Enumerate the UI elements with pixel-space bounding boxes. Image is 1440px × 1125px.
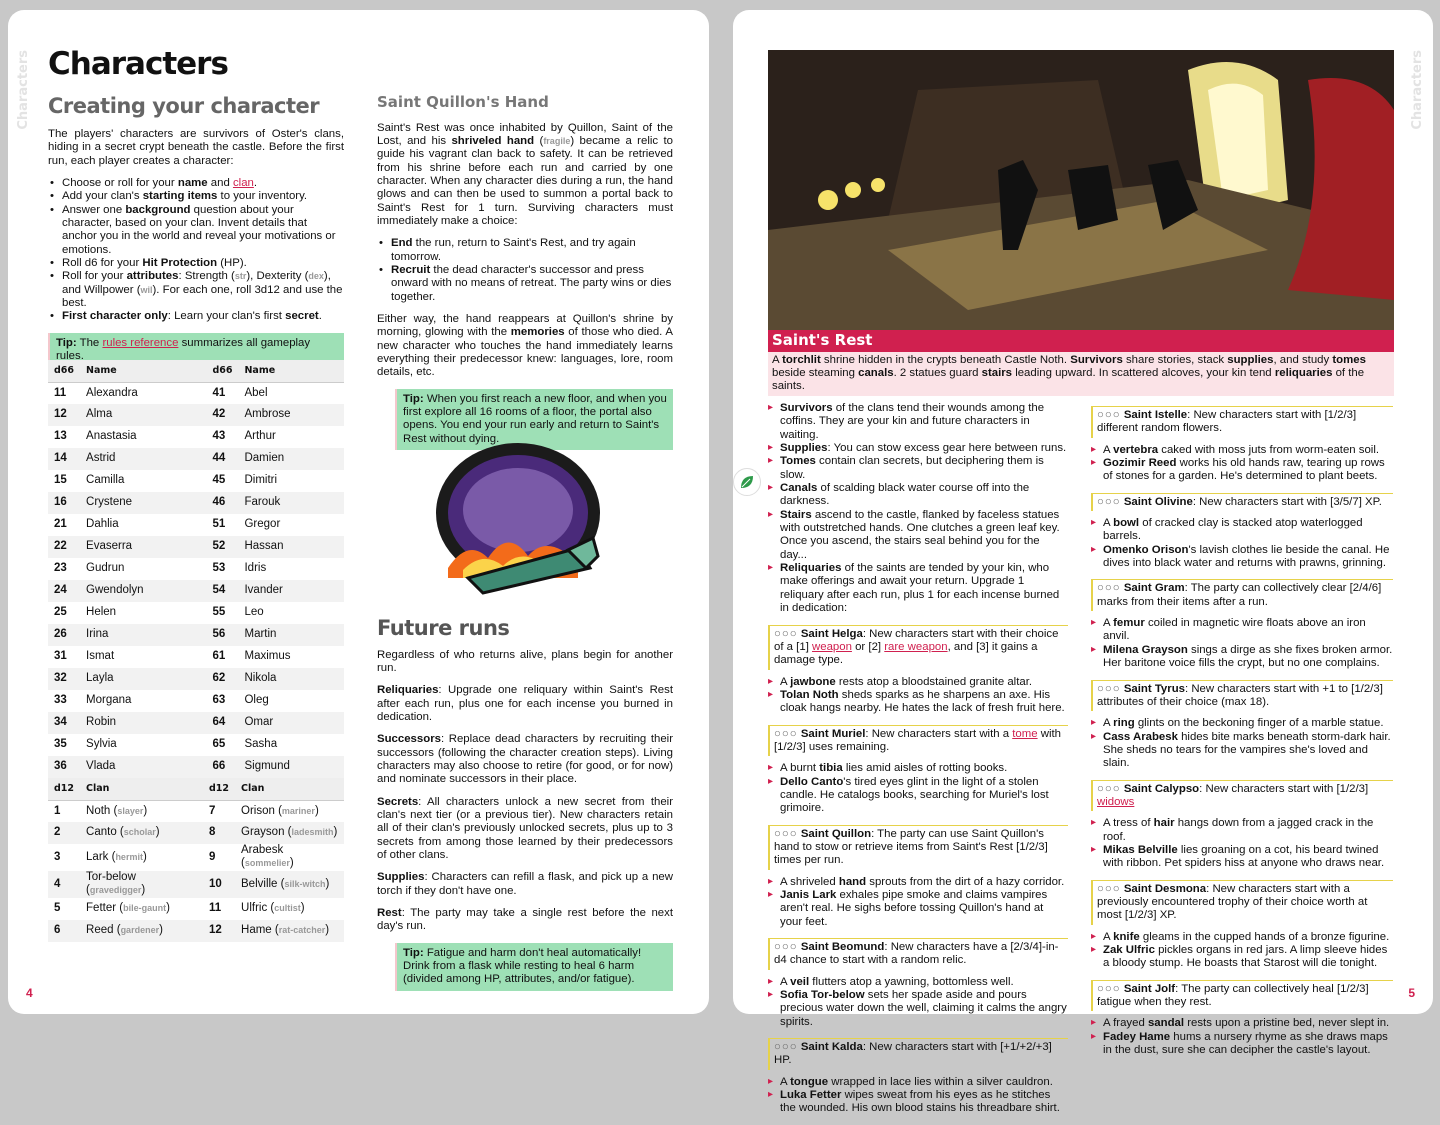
name-clan-tables xyxy=(48,360,344,942)
upgrade-circles[interactable]: ○○○ xyxy=(1097,882,1121,895)
roll-cell: 12 xyxy=(203,920,235,942)
list-item: ▸ Dello Canto's tired eyes glint in the light of a stolen candle. He catalogs books, searching for Muriel's lost grimoire. xyxy=(768,776,1068,816)
roll-cell: 21 xyxy=(54,518,67,531)
roll-cell: 2 xyxy=(48,822,80,844)
upgrade-circles[interactable]: ○○○ xyxy=(774,627,798,640)
clan-cell: Reed (gardener) xyxy=(80,920,203,942)
roll-cell: 52 xyxy=(206,536,238,558)
name-cell: Sasha xyxy=(244,738,278,751)
saint-beomund: ○○○ Saint Beomund: New characters have a [2/3/4]-in-d4 chance to start with a random relic. xyxy=(768,938,1068,970)
hand-text: Saint's Rest was once inhabited by Quillon, Saint of the Lost, and his shriveled hand (fragile) became a relic to guide his vagrant clan back to safety. It can be retrieved from his shrine before each run and carried by one character. When any character dies during a run, the hand glows and can then be used to summon a portal back to Saint's Rest for 1 turn. Surviving characters must immediately make a choice: xyxy=(377,121,673,227)
name-cell: Oleg xyxy=(244,694,269,707)
table-row xyxy=(48,470,344,492)
rules-reference-link[interactable]: rules reference xyxy=(102,336,179,349)
table-row xyxy=(48,580,344,602)
right-page xyxy=(733,10,1433,1115)
clans-table: d12 Clan d12 Clan 1 Noth (slayer) 7 Orison (mariner) 2 Canto (scholar) 8 Grayson (ladesmith) 3 Lark (hermit) 9 Arabesk (sommelier) 4 Tor-below (gravedigger) 10 Belville (silk-witch) 5 Fetter (bile-gaunt) 11 Ulfric (cultist) 6 Reed (gardener) 12 Hame (rat-catcher) xyxy=(48,778,344,942)
upgrade-circles[interactable]: ○○○ xyxy=(774,727,798,740)
name-cell: Sigmund xyxy=(238,756,344,778)
saint-items xyxy=(768,762,1068,815)
upgrade-circles[interactable]: ○○○ xyxy=(1097,582,1121,595)
saint-kalda: ○○○ Saint Kalda: New characters start with [+1/+2/+3] HP. xyxy=(768,1038,1068,1070)
roll-cell: 11 xyxy=(54,386,67,399)
page-number: 5 xyxy=(1408,985,1415,1000)
clan-cell: Orison (mariner) xyxy=(241,804,319,817)
name-cell: Evaserra xyxy=(80,536,206,558)
roll-cell: 1 xyxy=(54,804,61,817)
hand-illustration xyxy=(428,438,608,598)
name-cell: Maximus xyxy=(244,650,291,663)
roll-cell: 24 xyxy=(48,580,80,602)
saint-muriel: ○○○ Saint Muriel: New characters start with a tome with [1/2/3] uses remaining. xyxy=(768,725,1068,757)
list-item: • Recruit the dead character's successor and press onward with no means of retreat. The party wins or dies together. xyxy=(377,264,673,304)
saint-olivine: ○○○ Saint Olivine: New characters start with [3/5/7] XP. xyxy=(1091,493,1393,511)
table-row xyxy=(48,382,344,404)
list-item: • Choose or roll for your name and clan. xyxy=(48,177,344,190)
name-cell: Robin xyxy=(80,712,206,734)
roll-cell: 11 xyxy=(208,902,222,915)
name-cell: Ismat xyxy=(86,650,115,663)
table-row xyxy=(48,844,344,871)
saint-items xyxy=(1091,931,1393,971)
upgrade-circles[interactable]: ○○○ xyxy=(1097,782,1121,795)
table-row xyxy=(48,668,344,690)
roll-cell: 14 xyxy=(48,448,80,470)
list-item: ▸ A bowl of cracked clay is stacked atop waterlogged barrels. xyxy=(1091,517,1393,544)
list-item: ▸ A veil flutters atop a yawning, bottomless well. xyxy=(768,976,1068,989)
names-table: d66 Name d66 Name 11 Alexandra 41 Abel 12 Alma 42 Ambrose 13 Anastasia 43 Arthur 14 Astrid 44 Damien 15 Camilla 45 Dimitri 16 Crystene 46 Farouk 21 Dahlia 51 Gregor 22 Evaserra 52 Hassan 23 Gudrun 53 Idris 24 Gwendolyn 54 Ivander 25 Helen 55 Leo 26 Irina 56 Martin 31 Ismat 61 Maximus 32 Layla 62 Nikola 33 Morgana 63 Oleg 34 Robin 64 Omar 35 Sylvia 65 Sasha 36 Vlada 66 Sigmund xyxy=(48,360,344,778)
clan-cell: Fetter (bile-gaunt) xyxy=(86,902,170,915)
name-cell: Ambrose xyxy=(238,404,344,426)
name-cell: Crystene xyxy=(80,492,206,514)
table-row xyxy=(48,646,344,668)
roll-cell: 22 xyxy=(48,536,80,558)
roll-cell: 45 xyxy=(212,474,226,487)
roll-cell: 66 xyxy=(206,756,238,778)
name-cell: Astrid xyxy=(80,448,206,470)
upgrade-circles[interactable]: ○○○ xyxy=(774,1041,798,1054)
saint-items xyxy=(1091,1017,1393,1057)
name-cell: Farouk xyxy=(238,492,344,514)
roll-cell: 62 xyxy=(206,668,238,690)
name-cell: Gregor xyxy=(244,518,281,531)
list-item: ▸ Gozimir Reed works his old hands raw, tearing up rows of stones for a garden. He's determined to plant beets. xyxy=(1091,457,1393,484)
table-row xyxy=(48,734,344,756)
name-cell: Nikola xyxy=(238,668,344,690)
left-page xyxy=(8,10,709,1014)
saints-rest-intro: A torchlit shrine hidden in the crypts beneath Castle Noth. Survivors share stories, stack supplies, and study tomes beside steaming canals. 2 statues guard stairs leading upward. In scattered alcoves, your kin tend reliquaries of the saints. xyxy=(768,352,1394,396)
upgrade-circles[interactable]: ○○○ xyxy=(1097,409,1121,421)
roll-cell: 31 xyxy=(54,650,67,663)
list-item: ▸ Zak Ulfric pickles organs in red jars. A limp sleeve hides a bloody stump. He boasts that Starost will die tonight. xyxy=(1091,944,1393,971)
future-item: Successors: Replace dead characters by recruiting their successors (following the character creation steps). Living characters may also choose to retire (for good, or for now) and nominate successors in their place. xyxy=(377,733,673,786)
future-title: Future runs xyxy=(377,616,510,640)
list-item: • End the run, return to Saint's Rest, and try again tomorrow. xyxy=(377,237,673,264)
clan-cell: Belville (silk-witch) xyxy=(235,871,344,898)
page-number: 4 xyxy=(26,985,33,1000)
table-row xyxy=(48,822,344,844)
saint-jolf: ○○○ Saint Jolf: The party can collectively heal [1/2/3] fatigue when they rest. xyxy=(1091,980,1393,1012)
roll-cell: 36 xyxy=(48,756,80,778)
clan-cell: Hame (rat-catcher) xyxy=(235,920,344,942)
name-cell: Dahlia xyxy=(86,518,119,531)
list-item: ▸ Stairs ascend to the castle, flanked by faceless statues with outstretched hands. One clutches a green leaf key. Once you ascend, the stairs seal behind you for the day... xyxy=(768,509,1068,562)
table-row xyxy=(48,492,344,514)
table-row xyxy=(48,426,344,448)
name-cell: Arthur xyxy=(244,430,276,443)
roll-cell: 33 xyxy=(54,694,67,707)
roll-cell: 65 xyxy=(212,738,226,751)
saint-items xyxy=(768,676,1068,716)
table-row xyxy=(48,624,344,646)
list-item: ▸ A tress of hair hangs down from a jagged crack in the roof. xyxy=(1091,817,1393,844)
list-item: ▸ A burnt tibia lies amid aisles of rotting books. xyxy=(768,762,1068,775)
list-item: ▸ A shriveled hand sprouts from the dirt of a hazy corridor. xyxy=(768,876,1068,889)
list-item: ▸ Mikas Belville lies groaning on a cot, his beard twined with ribbon. Pet spiders hiss at anyone who draws near. xyxy=(1091,844,1393,871)
hand-column xyxy=(377,94,673,450)
list-item: ▸ A tongue wrapped in lace lies within a silver cauldron. xyxy=(768,1076,1068,1089)
roll-cell: 63 xyxy=(212,694,226,707)
hand-choices xyxy=(377,237,673,304)
saints-rest-left-column xyxy=(768,402,1068,1125)
section-title: Saint's Rest xyxy=(768,330,1394,352)
clan-cell: Grayson (ladesmith) xyxy=(235,822,344,844)
list-item: ▸ A knife gleams in the cupped hands of a bronze figurine. xyxy=(1091,931,1393,944)
roll-cell: 4 xyxy=(48,871,80,898)
upgrade-circles[interactable]: ○○○ xyxy=(1097,682,1121,695)
hand-text-2: Either way, the hand reappears at Quillon's shrine by morning, glowing with the memories of those who died. A new character who touches the hand immediately learns everything their predecessor knew: languages, lore, room details, etc. xyxy=(377,313,673,379)
intro-text: The players' characters are survivors of Oster's clans, hiding in a secret crypt beneath the castle. Before the first run, each player creates a character: xyxy=(48,128,344,167)
tip-box: Tip: When you first reach a new floor, and when you first explore all 16 rooms of a floor, the portal also opens. You end your run early and return to Saint's Rest without dying. xyxy=(395,389,673,450)
name-cell: Dimitri xyxy=(244,474,278,487)
roll-cell: 42 xyxy=(206,404,238,426)
clan-cell: Arabesk (sommelier) xyxy=(241,844,294,870)
roll-cell: 44 xyxy=(206,448,238,470)
hand-title: Saint Quillon's Hand xyxy=(377,93,549,111)
roll-cell: 26 xyxy=(48,624,80,646)
saints-rest-right-column xyxy=(1091,402,1393,1066)
saint-istelle: ○○○ Saint Istelle: New characters start with [1/2/3] different random flowers. xyxy=(1091,406,1393,438)
roll-cell: 32 xyxy=(48,668,80,690)
roll-cell: 56 xyxy=(206,624,238,646)
name-cell: Morgana xyxy=(86,694,132,707)
roll-cell: 25 xyxy=(54,606,67,619)
roll-cell: 5 xyxy=(54,902,61,915)
list-item: ▸ Supplies: You can stow excess gear here between runs. xyxy=(768,442,1068,455)
list-item: ▸ A ring glints on the beckoning finger of a marble statue. xyxy=(1091,717,1393,730)
list-item: • First character only: Learn your clan's first secret. xyxy=(48,310,344,323)
roll-cell: 41 xyxy=(212,386,226,399)
saint-calypso: ○○○ Saint Calypso: New characters start with [1/2/3] widows xyxy=(1091,780,1393,812)
saint-helga: ○○○ Saint Helga: New characters start with their choice of a [1] weapon or [2] rare weapon, and [3] it gains a damage type. xyxy=(768,625,1068,670)
side-title: Characters xyxy=(16,50,31,130)
name-cell: Vlada xyxy=(80,756,206,778)
tip-box: Tip: The rules reference summarizes all gameplay rules. xyxy=(48,333,344,368)
list-item: ▸ Sofia Tor-below sets her spade aside and pours precious water down the well, claiming it calms the angry spirits. xyxy=(768,989,1068,1029)
saints-rest-header xyxy=(768,330,1394,396)
table-row xyxy=(48,536,344,558)
roll-cell: 54 xyxy=(206,580,238,602)
clan-cell: Lark (hermit) xyxy=(86,850,147,863)
table-row xyxy=(48,690,344,712)
side-title: Characters xyxy=(1409,50,1425,130)
list-item: ▸ Reliquaries of the saints are tended by your kin, who make offerings and await your return. Upgrade 1 reliquary after each run, plus 1 for each incense burned in dedication: xyxy=(768,562,1068,615)
roll-cell: 15 xyxy=(54,474,67,487)
name-cell: Hassan xyxy=(238,536,344,558)
list-item: ▸ Milena Grayson sings a dirge as she fixes broken armor. Her baritone voice fills the crypt, but no one complains. xyxy=(1091,644,1393,671)
leaf-key-marker xyxy=(733,468,761,496)
name-cell: Leo xyxy=(244,606,264,619)
roll-cell: 46 xyxy=(206,492,238,514)
roll-cell: 10 xyxy=(203,871,235,898)
list-item: ▸ A frayed sandal rests upon a pristine bed, never slept in. xyxy=(1091,1017,1393,1030)
list-item: • Add your clan's starting items to your inventory. xyxy=(48,190,344,203)
saint-items xyxy=(1091,817,1393,870)
roll-cell: 61 xyxy=(212,650,226,663)
table-row xyxy=(48,920,344,942)
roll-cell: 3 xyxy=(54,850,61,863)
future-item: Secrets: All characters unlock a new secret from their clan's next tier (or a previous tier). New characters retain all of their clan's previously unlocked secrets, plus up to 3 secrets from among those learned by their predecessors of other clans. xyxy=(377,795,673,862)
roll-cell: 35 xyxy=(54,738,67,751)
saint-items xyxy=(768,1076,1068,1116)
list-item: • Answer one background question about your character, based on your clan. Invent details that anchor you in the world and reveal your motivations or emotions. xyxy=(48,204,344,257)
saints-rest-features xyxy=(768,402,1068,616)
future-intro: Regardless of who returns alive, plans begin for another run. xyxy=(377,648,673,674)
table-row xyxy=(48,514,344,536)
upgrade-circles[interactable]: ○○○ xyxy=(1097,495,1121,508)
roll-cell: 55 xyxy=(212,606,226,619)
saint-items xyxy=(1091,717,1393,770)
list-item: ▸ A vertebra caked with moss juts from worm-eaten soil. xyxy=(1091,444,1393,457)
roll-cell: 51 xyxy=(212,518,226,531)
upgrade-circles[interactable]: ○○○ xyxy=(774,827,798,840)
name-cell: Omar xyxy=(238,712,344,734)
clan-cell: Noth (slayer) xyxy=(86,804,148,817)
saint-desmona: ○○○ Saint Desmona: New characters start with a previously encountered trophy of their choice worth at most [1/2/3] XP. xyxy=(1091,880,1393,925)
list-item: ▸ Tomes contain clan secrets, but deciphering them is slow. xyxy=(768,455,1068,482)
clan-cell: Ulfric (cultist) xyxy=(241,902,305,915)
name-cell: Alma xyxy=(80,404,206,426)
leaf-icon xyxy=(739,474,755,490)
name-cell: Martin xyxy=(238,624,344,646)
saint-items xyxy=(1091,617,1393,670)
table-row xyxy=(48,800,344,822)
roll-cell: 53 xyxy=(212,562,226,575)
name-cell: Gwendolyn xyxy=(80,580,206,602)
page-title: Characters xyxy=(48,46,228,82)
list-item: ▸ Survivors of the clans tend their wounds among the coffins. They are your kin and future characters in waiting. xyxy=(768,402,1068,442)
table-row xyxy=(48,871,344,898)
name-cell: Damien xyxy=(238,448,344,470)
list-item: ▸ A jawbone rests atop a bloodstained granite altar. xyxy=(768,676,1068,689)
saint-quillon: ○○○ Saint Quillon: The party can use Saint Quillon's hand to stow or retrieve items from Saint's Rest [1/2/3] times per run. xyxy=(768,825,1068,870)
list-item: • Roll d6 for your Hit Protection (HP). xyxy=(48,257,344,270)
future-column xyxy=(377,616,673,991)
list-item: ▸ Tolan Noth sheds sparks as he sharpens an axe. His cloak hangs nearby. He hates the lack of fresh fruit here. xyxy=(768,689,1068,716)
future-item: Supplies: Characters can refill a flask, and pick up a new torch if they don't have one. xyxy=(377,871,673,897)
roll-cell: 64 xyxy=(206,712,238,734)
name-cell: Idris xyxy=(244,562,267,575)
upgrade-circles[interactable]: ○○○ xyxy=(774,941,798,954)
name-cell: Irina xyxy=(80,624,206,646)
tip-box: Tip: Fatigue and harm don't heal automatically! Drink from a flask while resting to heal 6 harm (divided among HP, attributes, and/or fatigue). xyxy=(395,943,673,991)
list-item: ▸ Luka Fetter wipes sweat from his eyes as he stitches the wounded. His own blood stains his threadbare shirt. xyxy=(768,1089,1068,1116)
future-item: Reliquaries: Upgrade one reliquary within Saint's Rest after each run, plus one for each incense you burned in dedication. xyxy=(377,684,673,723)
saint-gram: ○○○ Saint Gram: The party can collectively clear [2/4/6] marks from their items after a run. xyxy=(1091,579,1393,611)
clan-cell: Tor-below (gravedigger) xyxy=(80,871,203,898)
roll-cell: 6 xyxy=(48,920,80,942)
saint-items xyxy=(768,876,1068,929)
roll-cell: 34 xyxy=(48,712,80,734)
future-item: Rest: The party may take a single rest before the next day's run. xyxy=(377,907,673,933)
saint-items xyxy=(1091,517,1393,570)
saint-tyrus: ○○○ Saint Tyrus: New characters start with +1 to [1/2/3] attributes of their choice (max 18). xyxy=(1091,680,1393,712)
list-item: ▸ Janis Lark exhales pipe smoke and claims vampires aren't real. He sighs before tossing Quillon's hand at your feet. xyxy=(768,889,1068,929)
roll-cell: 23 xyxy=(54,562,67,575)
name-cell: Layla xyxy=(80,668,206,690)
roll-cell: 13 xyxy=(54,430,67,443)
name-cell: Anastasia xyxy=(86,430,137,443)
saints-rest-illustration xyxy=(768,50,1394,333)
name-cell: Helen xyxy=(86,606,117,619)
upgrade-circles[interactable]: ○○○ xyxy=(1097,982,1121,995)
table-row xyxy=(48,898,344,920)
creation-steps xyxy=(48,177,344,324)
list-item: ▸ Cass Arabesk hides bite marks beneath storm-dark hair. She sheds no tears for the vampires she's loved and slain. xyxy=(1091,731,1393,771)
name-cell: Abel xyxy=(244,386,268,399)
roll-cell: 9 xyxy=(208,850,216,863)
saint-items xyxy=(768,976,1068,1029)
table-row xyxy=(48,558,344,580)
list-item: ▸ Fadey Hame hums a nursery rhyme as she draws maps in the dust, sure she can decipher the castle's layout. xyxy=(1091,1031,1393,1058)
table-row xyxy=(48,602,344,624)
table-row xyxy=(48,404,344,426)
name-cell: Ivander xyxy=(238,580,344,602)
list-item: ▸ Canals of scalding black water course off into the darkness. xyxy=(768,482,1068,509)
name-cell: Gudrun xyxy=(86,562,125,575)
roll-cell: 16 xyxy=(48,492,80,514)
saint-items xyxy=(1091,444,1393,484)
clan-link[interactable]: clan xyxy=(232,177,254,190)
name-cell: Alexandra xyxy=(86,386,138,399)
list-item: ▸ A femur coiled in magnetic wire floats above an iron anvil. xyxy=(1091,617,1393,644)
name-cell: Camilla xyxy=(86,474,125,487)
roll-cell: 7 xyxy=(208,804,216,817)
name-cell: Sylvia xyxy=(86,738,117,751)
clan-cell: Canto (scholar) xyxy=(80,822,203,844)
roll-cell: 8 xyxy=(203,822,235,844)
table-row xyxy=(48,756,344,778)
creation-column xyxy=(48,128,344,368)
section-title: Creating your character xyxy=(48,94,320,118)
roll-cell: 43 xyxy=(212,430,226,443)
roll-cell: 12 xyxy=(48,404,80,426)
list-item: ▸ Omenko Orison's lavish clothes lie beside the canal. He dives into black water and returns with prawns, grinning. xyxy=(1091,544,1393,571)
table-row xyxy=(48,448,344,470)
table-row xyxy=(48,712,344,734)
list-item: • Roll for your attributes: Strength (str), Dexterity (dex), and Willpower (wil). For each one, roll 3d12 and use the best. xyxy=(48,270,344,310)
